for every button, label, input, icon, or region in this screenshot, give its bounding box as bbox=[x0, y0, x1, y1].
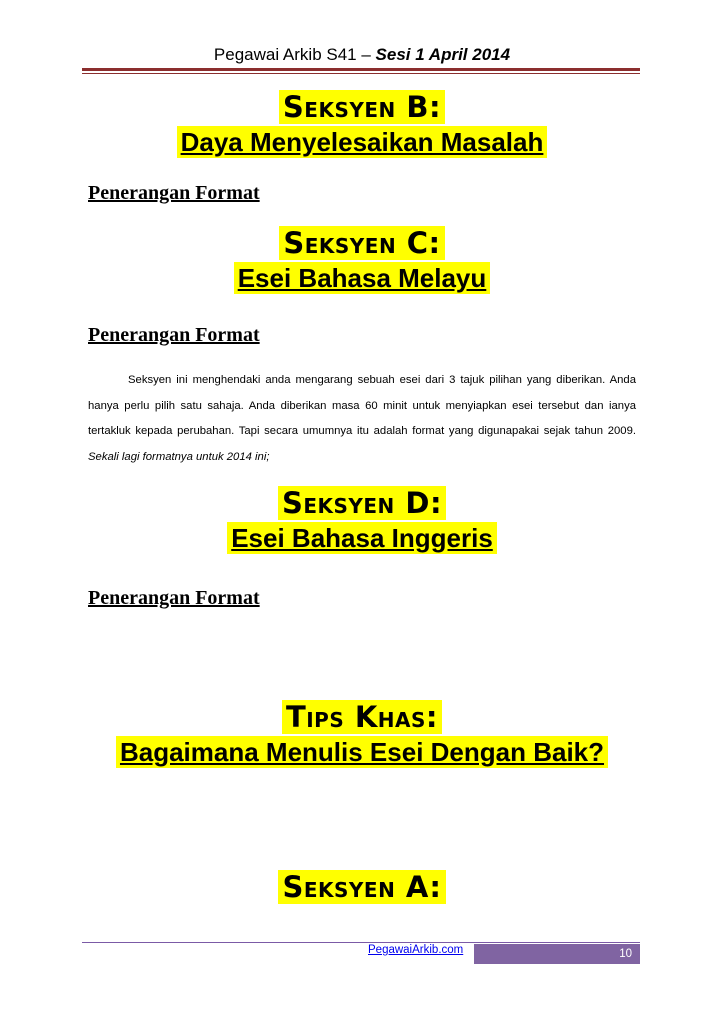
footer-website-link[interactable]: PegawaiArkib.com bbox=[368, 944, 464, 956]
section-heading: Seksyen C: bbox=[279, 226, 444, 260]
section-heading: Seksyen B: bbox=[279, 90, 445, 124]
section-c-title bbox=[0, 226, 724, 294]
format-label: Penerangan Format bbox=[88, 324, 260, 346]
footer-rule bbox=[82, 942, 640, 943]
section-heading: Tips Khas: bbox=[282, 700, 442, 734]
section-subtitle: Bagaimana Menulis Esei Dengan Baik? bbox=[116, 736, 608, 768]
section-a-title bbox=[0, 870, 724, 904]
format-label: Penerangan Format bbox=[88, 182, 260, 204]
section-subtitle: Daya Menyelesaikan Masalah bbox=[177, 126, 548, 158]
header-title: Pegawai Arkib S41 – bbox=[213, 45, 371, 64]
tips-title bbox=[0, 700, 724, 768]
page-number: 10 bbox=[474, 944, 640, 964]
header-rule bbox=[82, 68, 640, 71]
section-d-title bbox=[0, 486, 724, 554]
header-session: Sesi 1 April 2014 bbox=[375, 45, 511, 64]
page-header bbox=[0, 45, 724, 65]
header-rule-thin bbox=[82, 73, 640, 74]
format-label: Penerangan Format bbox=[88, 587, 260, 609]
section-heading: Seksyen A: bbox=[278, 870, 445, 904]
paragraph-text: Seksyen ini menghendaki anda mengarang sebuah esei dari 3 tajuk pilihan yang diberikan. Anda hanya perlu pilih satu sahaja. Anda diberikan masa 60 minit untuk menyiapkan esei tersebut dan ianya tertakluk kepada perubahan. Tapi secara umumnya itu adalah format yang digunapakai sejak tahun 2009. bbox=[88, 374, 636, 437]
section-subtitle: Esei Bahasa Inggeris bbox=[227, 522, 497, 554]
section-b-title bbox=[0, 90, 724, 158]
section-heading: Seksyen D: bbox=[278, 486, 446, 520]
paragraph-italic: Sekali lagi formatnya untuk 2014 ini; bbox=[88, 450, 270, 463]
section-subtitle: Esei Bahasa Melayu bbox=[234, 262, 491, 294]
section-c-paragraph bbox=[88, 368, 636, 470]
